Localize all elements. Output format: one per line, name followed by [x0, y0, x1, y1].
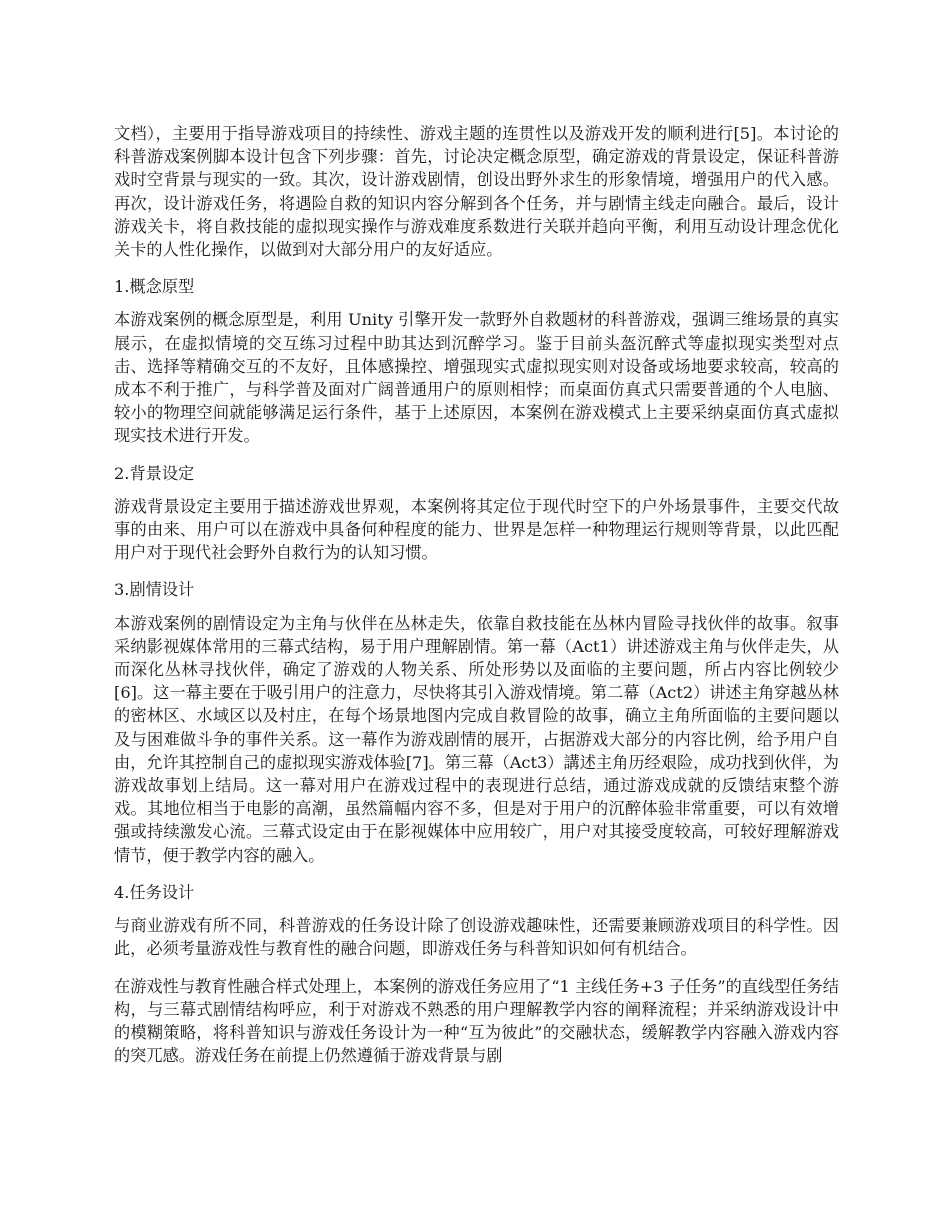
section-heading-concept-prototype: 1.概念原型 — [114, 277, 195, 297]
paragraph-task-design-1: 与商业游戏有所不同，科普游戏的任务设计除了创设游戏趣味性，还需要兼顾游戏项目的科学性。因此，必须考量游戏性与教育性的融合问题，即游戏任务与科普知识如何有机结合。 — [114, 916, 839, 959]
section-heading-task-design: 4.任务设计 — [114, 882, 195, 902]
section-heading-plot-design: 3.剧情设计 — [114, 580, 195, 600]
paragraph-plot-design: 本游戏案例的剧情设定为主角与伙伴在丛林走失，依靠自救技能在丛林内冒险寻找伙伴的故事。叙事采纳影视媒体常用的三幕式结构，易于用户理解剧情。第一幕（Act1）讲述游戏主角与伙伴走失，从而深化丛林寻找伙伴，确定了游戏的人物关系、所处形势以及面临的主要问题，所占内容比例较少[6]。这一幕主要在于吸引用户的注意力，尽快将其引入游戏情境。第二幕（Act2）讲述主角穿越丛林的密林区、水域区以及村庄，在每个场景地图内完成自救冒险的故事，确立主角所面临的主要问题以及与困难做斗争的事件关系。这一幕作为游戏剧情的展开，占据游戏大部分的内容比例，给予用户自由，允许其控制自己的虚拟现实游戏体验[7]。第三幕（Act3）講述主角历经艰险，成功找到伙伴，为游戏故事划上结局。这一幕对用户在游戏过程中的表现进行总结，通过游戏成就的反馈结束整个游戏。其地位相当于电影的高潮，虽然篇幅内容不多，但是对于用户的沉醉体验非常重要，可以有效增强或持续激发心流。三幕式设定由于在影视媒体中应用较广，用户对其接受度较高，可较好理解游戏情节，便于教学内容的融入。 — [114, 613, 839, 865]
paragraph-concept-prototype: 本游戏案例的概念原型是，利用 Unity 引擎开发一款野外自救题材的科普游戏，强调三维场景的真实展示，在虚拟情境的交互练习过程中助其达到沉醉学习。鉴于目前头盔沉醉式等虚拟现实类型对点击、选择等精确交互的不友好，且体感操控、增强现实式虚拟现实则对设备或场地要求较高，较高的成本不利于推广，与科学普及面对广阔普通用户的原则相悖；而桌面仿真式只需要普通的个人电脑、较小的物理空间就能够满足运行条件，基于上述原因，本案例在游戏模式上主要采纳桌面仿真式虚拟现实技术进行开发。 — [114, 310, 839, 446]
section-heading-background-setting: 2.背景设定 — [114, 463, 195, 483]
document-page — [114, 122, 839, 1067]
paragraph-intro-continued: 文档），主要用于指导游戏项目的持续性、游戏主题的连贯性以及游戏开发的顺利进行[5]。本讨论的科普游戏案例脚本设计包含下列步骤：首先，讨论决定概念原型，确定游戏的背景设定，保证科普游戏时空背景与现实的一致。其次，设计游戏剧情，创设出野外求生的形象情境，增强用户的代入感。再次，设计游戏任务，将遇险自救的知识内容分解到各个任务，并与剧情主线走向融合。最后，设计游戏关卡，将自救技能的虚拟现实操作与游戏难度系数进行关联并趋向平衡，利用互动设计理念优化关卡的人性化操作，以做到对大部分用户的友好适应。 — [114, 124, 839, 260]
paragraph-task-design-2: 在游戏性与教育性融合样式处理上，本案例的游戏任务应用了“1 主线任务+3 子任务”的直线型任务结构，与三幕式剧情结构呼应，利于对游戏不熟悉的用户理解教学内容的阐释流程；并采纳游戏设计中的模糊策略，将科普知识与游戏任务设计为一种“互为彼此”的交融状态，缓解教学内容融入游戏内容的突兀感。游戏任务在前提上仍然遵循于游戏背景与剧 — [114, 976, 839, 1066]
paragraph-background-setting: 游戏背景设定主要用于描述游戏世界观，本案例将其定位于现代时空下的户外场景事件，主要交代故事的由来、用户可以在游戏中具备何种程度的能力、世界是怎样一种物理运行规则等背景，以此匹配用户对于现代社会野外自救行为的认知习惯。 — [114, 496, 839, 563]
